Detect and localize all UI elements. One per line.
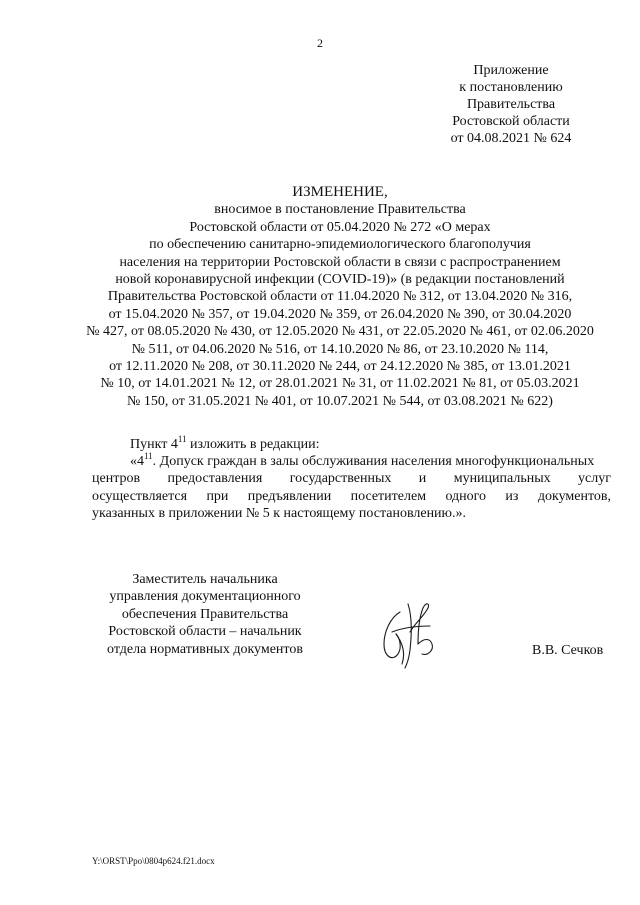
quote-open: «4 — [130, 454, 144, 469]
paragraph-intro — [130, 436, 320, 453]
appendix-line: к постановлению — [459, 80, 563, 95]
intro-text: Пункт 4 — [130, 437, 178, 452]
signatory-title-line: обеспечения Правительства — [121, 606, 289, 622]
heading-line: Ростовской области от 05.04.2020 № 272 «О мерах — [189, 219, 491, 235]
heading-line: от 12.11.2020 № 208, от 30.11.2020 № 244, от 24.12.2020 № 385, от 13.01.2021 — [109, 359, 571, 375]
heading-line: Правительства Ростовской области от 11.04.2020 № 312, от 13.04.2020 № 316, — [107, 289, 573, 305]
intro-text-rest: изложить в редакции: — [186, 437, 320, 452]
body-line: центров предоставления государственных и муниципальных услуг — [92, 471, 611, 487]
handwritten-signature — [372, 592, 452, 672]
appendix-line: Правительства — [466, 97, 556, 112]
amendment-heading — [60, 184, 620, 410]
amendment-text — [92, 453, 611, 523]
heading-title: ИЗМЕНЕНИЕ, — [292, 184, 388, 200]
body-line — [92, 453, 611, 470]
appendix-line: Приложение — [473, 63, 549, 78]
body-line: указанных в приложении № 5 к настоящему постановлению.». — [92, 506, 467, 522]
heading-line: от 15.04.2020 № 357, от 19.04.2020 № 359, от 26.04.2020 № 390, от 30.04.2020 — [108, 306, 572, 322]
page-number: 2 — [317, 36, 323, 50]
heading-line: № 150, от 31.05.2021 № 401, от 10.07.2021 № 544, от 03.08.2021 № 622) — [127, 393, 553, 409]
signatory-title — [90, 571, 320, 658]
heading-line: № 511, от 04.06.2020 № 516, от 14.10.2020 № 86, от 23.10.2020 № 114, — [131, 341, 549, 357]
file-path-footer: Y:\ORST\Ppo\0804p624.f21.docx — [92, 856, 215, 866]
quote-superscript: 11 — [144, 451, 153, 461]
intro-superscript: 11 — [177, 434, 187, 444]
signatory-title-line: управления документационного — [109, 589, 301, 605]
signatory-title-line: отдела нормативных документов — [107, 641, 303, 657]
heading-line: новой коронавирусной инфекции (COVID-19)» (в редакции постановлений — [115, 272, 565, 288]
signatory-title-line: Заместитель начальника — [132, 572, 278, 587]
heading-line: № 427, от 08.05.2020 № 430, от 12.05.2020 № 431, от 22.05.2020 № 461, от 02.06.2020 — [86, 324, 594, 340]
appendix-line: от 04.08.2021 № 624 — [450, 131, 572, 146]
body-line: осуществляется при предъявлении посетителем одного из документов, — [92, 488, 611, 504]
heading-line: вносимое в постановление Правительства — [214, 202, 466, 218]
quote-line-rest: . Допуск граждан в залы обслуживания населения многофункциональных — [152, 454, 595, 469]
heading-line: населения на территории Ростовской области в связи с распространением — [119, 254, 561, 270]
signatory-title-line: Ростовской области – начальник — [108, 624, 302, 640]
appendix-block — [400, 62, 622, 147]
signatory-name: В.В. Сечков — [532, 643, 604, 658]
heading-line: № 10, от 14.01.2021 № 12, от 28.01.2021 № 31, от 11.02.2021 № 81, от 05.03.2021 — [100, 376, 580, 392]
heading-line: по обеспечению санитарно-эпидемиологического благополучия — [149, 237, 531, 253]
appendix-line: Ростовской области — [452, 114, 570, 129]
